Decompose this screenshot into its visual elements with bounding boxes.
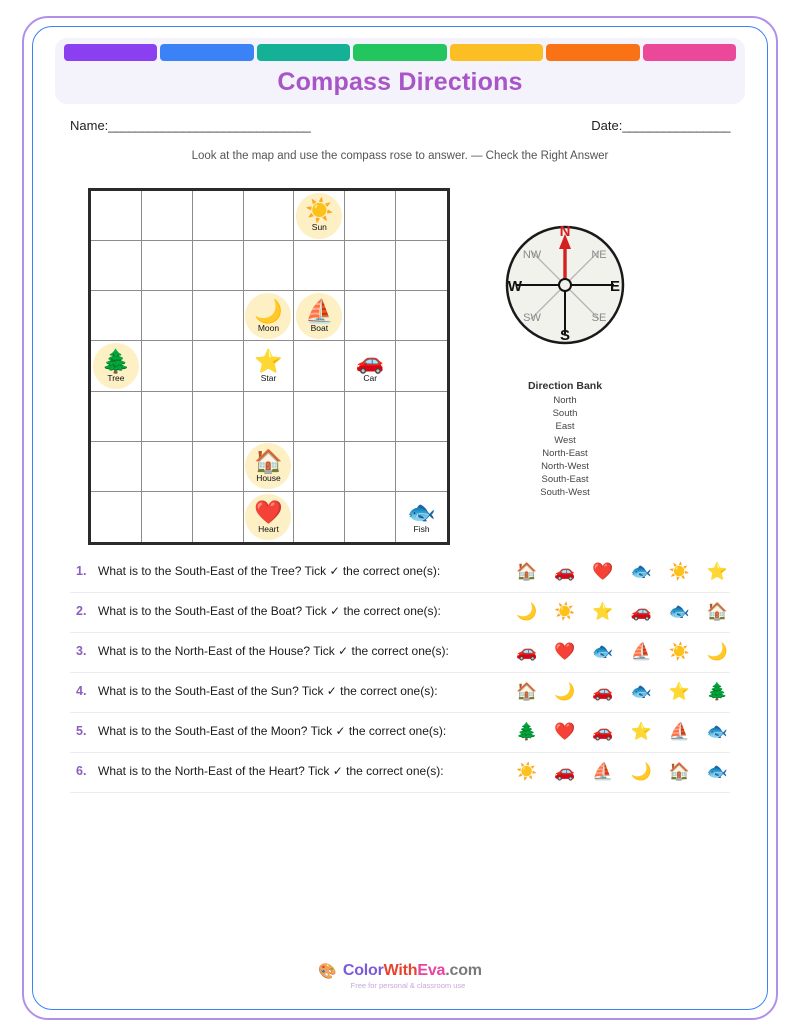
map-cell-empty[interactable]: [91, 241, 142, 291]
answer-option-sun-icon[interactable]: ☀️: [668, 562, 690, 581]
palette-icon: 🎨: [318, 962, 337, 980]
map-cell-empty[interactable]: [345, 492, 396, 542]
brand-part-eva: Eva: [417, 962, 446, 979]
map-token-label: Tree: [107, 372, 125, 383]
name-label: Name:: [70, 118, 109, 133]
map-cell-empty[interactable]: [142, 392, 193, 442]
footer-brand-line[interactable]: [318, 962, 482, 980]
map-cell-empty[interactable]: [142, 492, 193, 542]
map-cell-empty[interactable]: [193, 442, 244, 492]
direction-bank-item-west: West: [554, 434, 576, 446]
map-cell-empty[interactable]: [193, 241, 244, 291]
map-token-house: [245, 443, 291, 489]
question-number: 1.: [76, 564, 87, 578]
answer-option-sun-icon[interactable]: ☀️: [515, 762, 538, 781]
map-cell-empty[interactable]: [396, 291, 447, 341]
map-token-label: Boat: [310, 322, 329, 333]
map-cell-empty[interactable]: [193, 291, 244, 341]
direction-bank-item-north-east: North-East: [542, 447, 588, 459]
map-cell-empty[interactable]: [294, 341, 345, 391]
star-icon: ⭐: [254, 347, 283, 374]
map-cell-sun[interactable]: [294, 191, 345, 241]
compass-label-east: E: [609, 278, 621, 295]
answer-option-house-icon[interactable]: 🏠: [515, 562, 538, 581]
answer-option-tree-icon[interactable]: 🌲: [706, 682, 728, 701]
map-cell-empty[interactable]: [142, 291, 193, 341]
map-token-label: Sun: [311, 222, 327, 233]
question-number: 6.: [76, 764, 87, 778]
answer-option-boat-icon[interactable]: ⛵: [592, 762, 614, 781]
name-field[interactable]: [70, 118, 310, 133]
answer-option-heart-icon[interactable]: ❤️: [554, 642, 576, 661]
question-row: [70, 753, 730, 793]
question-row: [70, 673, 730, 713]
direction-bank-item-south: South: [552, 408, 578, 420]
answer-option-car-icon[interactable]: 🚗: [554, 762, 576, 781]
map-cell-empty[interactable]: [244, 191, 295, 241]
answer-option-sun-icon[interactable]: ☀️: [554, 602, 576, 621]
compass-label-southwest: SW: [523, 312, 541, 324]
answer-option-star-icon[interactable]: ⭐: [592, 602, 614, 621]
question-number: 5.: [76, 724, 87, 738]
map-cell-empty[interactable]: [345, 241, 396, 291]
moon-icon: 🌙: [254, 297, 283, 324]
map-cell-tree[interactable]: [91, 341, 142, 391]
questions-list: [70, 553, 730, 793]
direction-bank-item-south-west: South-West: [540, 487, 590, 499]
map-cell-moon[interactable]: [244, 291, 295, 341]
color-bar: [64, 44, 736, 61]
answer-option-moon-icon[interactable]: 🌙: [630, 762, 652, 781]
map-cell-empty[interactable]: [142, 442, 193, 492]
answer-options: [516, 599, 728, 625]
name-blank[interactable]: ______________________________: [108, 118, 311, 133]
map-token-boat: [296, 293, 342, 339]
map-cell-empty[interactable]: [91, 191, 142, 241]
map-token-label: Car: [363, 372, 378, 383]
date-label: Date:: [591, 118, 623, 133]
answer-option-moon-icon[interactable]: 🌙: [706, 642, 728, 661]
map-token-sun: [296, 193, 342, 239]
color-bar-segment-4: [353, 44, 446, 61]
answer-option-heart-icon[interactable]: ❤️: [592, 562, 614, 581]
answer-options: [516, 639, 728, 665]
date-blank[interactable]: ________________: [622, 118, 730, 133]
brand-part-with: With: [383, 962, 418, 979]
fish-icon: 🐟: [407, 498, 436, 525]
color-bar-segment-6: [546, 44, 639, 61]
question-text: What is to the North-East of the House? Tick ✓ the correct one(s):: [98, 644, 449, 658]
direction-bank-title: Direction Bank: [527, 380, 603, 392]
map-token-fish: [399, 494, 445, 540]
map-cell-empty[interactable]: [244, 241, 295, 291]
answer-option-star-icon[interactable]: ⭐: [630, 722, 652, 741]
answer-option-star-icon[interactable]: ⭐: [706, 562, 728, 581]
map-cell-empty[interactable]: [396, 241, 447, 291]
map-cell-empty[interactable]: [91, 392, 142, 442]
answer-option-sun-icon[interactable]: ☀️: [668, 642, 690, 661]
map-token-label: Heart: [258, 523, 279, 534]
compass-label-southeast: SE: [591, 312, 607, 324]
map-cell-empty[interactable]: [142, 241, 193, 291]
answer-options: [516, 559, 728, 585]
answer-option-heart-icon[interactable]: ❤️: [554, 722, 576, 741]
map-token-car: [347, 343, 393, 389]
answer-option-house-icon[interactable]: 🏠: [668, 762, 690, 781]
question-number: 2.: [76, 604, 87, 618]
answer-option-moon-icon[interactable]: 🌙: [554, 682, 576, 701]
map-grid-container: [88, 188, 450, 545]
question-text: What is to the South-East of the Sun? Tick ✓ the correct one(s):: [98, 684, 438, 698]
color-bar-segment-3: [257, 44, 350, 61]
map-cell-car[interactable]: [345, 341, 396, 391]
instructions-text: Look at the map and use the compass rose to answer. — Check the Right Answer: [191, 150, 609, 162]
direction-bank: [490, 380, 640, 500]
direction-bank-item-north: North: [553, 395, 577, 406]
color-bar-segment-5: [450, 44, 543, 61]
map-cell-empty[interactable]: [345, 291, 396, 341]
map-cell-empty[interactable]: [294, 241, 345, 291]
compass-label-south: S: [559, 327, 571, 344]
map-cell-star[interactable]: [244, 341, 295, 391]
answer-option-car-icon[interactable]: 🚗: [554, 562, 576, 581]
map-cell-empty[interactable]: [142, 341, 193, 391]
map-cell-empty[interactable]: [244, 392, 295, 442]
footer-tagline: Free for personal & classroom use: [350, 981, 466, 990]
footer: [0, 962, 800, 990]
question-text: What is to the South-East of the Moon? Tick ✓ the correct one(s):: [98, 724, 447, 738]
answer-option-car-icon[interactable]: 🚗: [592, 682, 614, 701]
map-cell-heart[interactable]: [244, 492, 295, 542]
map-cell-empty[interactable]: [193, 191, 244, 241]
map-token-label: Moon: [257, 322, 280, 333]
compass-label-northeast: NE: [591, 249, 607, 261]
map-cell-empty[interactable]: [294, 442, 345, 492]
map-token-label: Star: [260, 372, 277, 383]
map-cell-fish[interactable]: [396, 492, 447, 542]
map-cell-boat[interactable]: [294, 291, 345, 341]
map-cell-empty[interactable]: [345, 392, 396, 442]
direction-bank-item-east: East: [555, 421, 575, 433]
answer-option-fish-icon[interactable]: 🐟: [668, 602, 690, 621]
answer-option-car-icon[interactable]: 🚗: [592, 722, 614, 741]
question-number: 3.: [76, 644, 87, 658]
question-text: What is to the North-East of the Heart? Tick ✓ the correct one(s):: [98, 764, 444, 778]
answer-option-car-icon[interactable]: 🚗: [515, 642, 538, 661]
map-cell-empty[interactable]: [91, 291, 142, 341]
answer-option-boat-icon[interactable]: ⛵: [630, 642, 652, 661]
compass-label-north: N: [559, 223, 571, 240]
map-cell-empty[interactable]: [193, 392, 244, 442]
map-cell-empty[interactable]: [396, 341, 447, 391]
map-cell-empty[interactable]: [294, 392, 345, 442]
answer-options: [516, 719, 728, 745]
question-row: [70, 713, 730, 753]
answer-option-star-icon[interactable]: ⭐: [668, 682, 690, 701]
map-cell-empty[interactable]: [91, 442, 142, 492]
map-token-moon: [245, 293, 291, 339]
compass-label-northwest: NW: [522, 249, 542, 261]
sun-icon: ☀️: [305, 197, 334, 224]
answer-option-house-icon[interactable]: 🏠: [515, 682, 538, 701]
compass-rose: [502, 222, 628, 348]
name-date-row: [70, 118, 730, 136]
map-token-heart: [245, 494, 291, 540]
map-cell-empty[interactable]: [345, 191, 396, 241]
brand-part-color: Color: [342, 962, 384, 979]
answer-option-fish-icon[interactable]: 🐟: [706, 762, 728, 781]
tree-icon: 🌲: [101, 347, 131, 374]
map-cell-empty[interactable]: [396, 392, 447, 442]
map-cell-empty[interactable]: [345, 442, 396, 492]
color-bar-segment-1: [64, 44, 157, 61]
question-text: What is to the South-East of the Boat? Tick ✓ the correct one(s):: [98, 604, 441, 618]
map-token-label: House: [256, 473, 281, 484]
answer-option-car-icon[interactable]: 🚗: [630, 602, 652, 621]
map-token-tree: [93, 343, 139, 389]
map-cell-empty[interactable]: [142, 191, 193, 241]
car-icon: 🚗: [355, 347, 385, 374]
compass-rose-icon: [502, 222, 628, 348]
answer-option-boat-icon[interactable]: ⛵: [668, 722, 690, 741]
map-token-star: [245, 343, 291, 389]
heart-icon: ❤️: [254, 498, 283, 525]
question-text: What is to the South-East of the Tree? Tick ✓ the correct one(s):: [98, 564, 441, 578]
map-cell-empty[interactable]: [294, 492, 345, 542]
answer-option-moon-icon[interactable]: 🌙: [515, 602, 538, 621]
answer-option-fish-icon[interactable]: 🐟: [592, 642, 614, 661]
question-row: [70, 633, 730, 673]
question-row: [70, 593, 730, 633]
map-cell-empty[interactable]: [193, 341, 244, 391]
answer-option-fish-icon[interactable]: 🐟: [706, 722, 728, 741]
color-bar-segment-7: [643, 44, 736, 61]
map-grid: [91, 191, 447, 542]
direction-bank-list: [490, 394, 640, 500]
question-number: 4.: [76, 684, 87, 698]
brand-wordmark[interactable]: [343, 962, 482, 980]
answer-options: [516, 679, 728, 705]
answer-option-tree-icon[interactable]: 🌲: [515, 722, 538, 741]
question-row: [70, 553, 730, 593]
map-cell-empty[interactable]: [396, 191, 447, 241]
house-icon: 🏠: [254, 448, 283, 475]
direction-bank-item-south-east: South-East: [541, 474, 589, 486]
answer-option-fish-icon[interactable]: 🐟: [630, 562, 652, 581]
map-cell-empty[interactable]: [396, 442, 447, 492]
map-cell-house[interactable]: [244, 442, 295, 492]
color-bar-segment-2: [160, 44, 253, 61]
answer-option-house-icon[interactable]: 🏠: [706, 602, 728, 621]
page-title: Compass Directions: [277, 68, 523, 96]
answer-options: [516, 759, 728, 785]
compass-label-west: W: [507, 278, 523, 295]
map-token-label: Fish: [413, 523, 430, 534]
date-field[interactable]: [591, 118, 730, 133]
map-cell-empty[interactable]: [193, 492, 244, 542]
map-cell-empty[interactable]: [91, 492, 142, 542]
brand-part-tld: .com: [445, 962, 482, 979]
direction-bank-item-north-west: North-West: [541, 461, 589, 473]
answer-option-fish-icon[interactable]: 🐟: [630, 682, 652, 701]
boat-icon: ⛵: [305, 297, 334, 324]
